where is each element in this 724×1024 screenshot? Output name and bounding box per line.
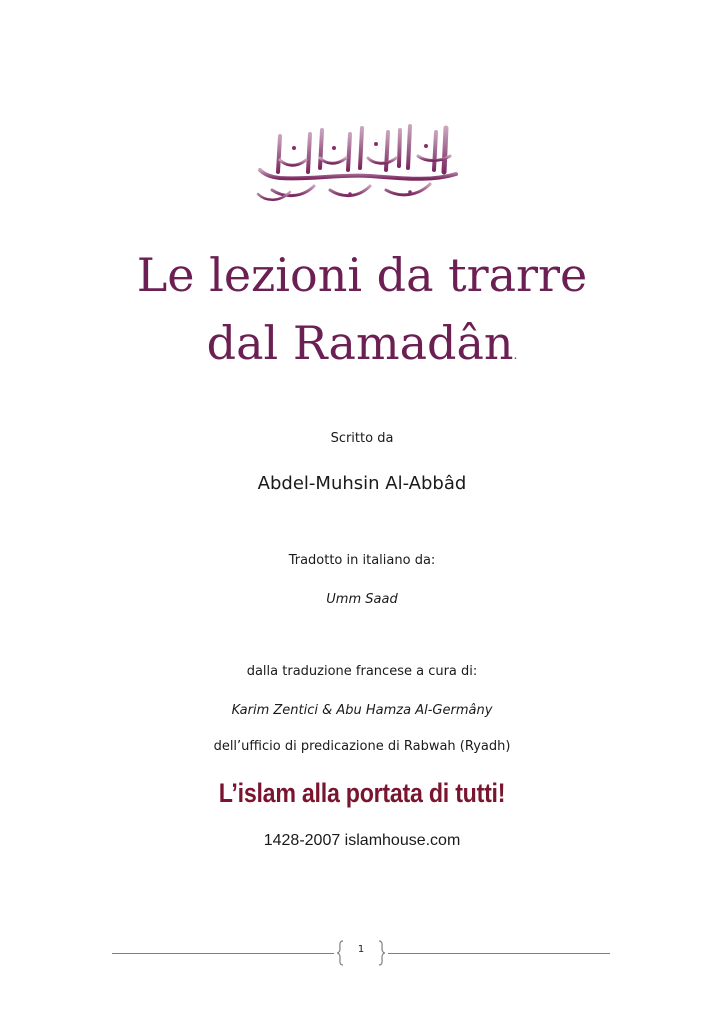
author-name: Abdel-Muhsin Al-Abbâd <box>257 473 467 494</box>
page-number: 1 <box>357 944 365 955</box>
translated-by-label: Tradotto in italiano da: <box>288 553 436 568</box>
translator-name: Umm Saad <box>326 592 398 607</box>
page-number-rule-left <box>112 953 334 954</box>
office-text: dell’ufficio di predicazione di Rabwah (Ryadh) <box>213 739 511 754</box>
basmala-calligraphy-icon <box>250 118 470 206</box>
page-number-rule-right <box>388 953 610 954</box>
right-brace-icon <box>378 940 386 966</box>
document-title-line2-text: dal Ramadân <box>206 316 514 370</box>
title-trailing-dot: . <box>513 348 518 362</box>
written-by-label: Scritto da <box>330 431 394 446</box>
slogan: L’islam alla portata di tutti! <box>218 778 506 808</box>
from-french-label: dalla traduzione francese a cura di: <box>246 664 478 679</box>
left-brace-icon <box>336 940 344 966</box>
document-title-line2 <box>0 316 724 370</box>
document-title-line1: Le lezioni da trarre <box>136 248 588 302</box>
footer-text: 1428-2007 islamhouse.com <box>263 832 461 849</box>
french-translators: Karim Zentici & Abu Hamza Al-Germâny <box>231 703 493 718</box>
